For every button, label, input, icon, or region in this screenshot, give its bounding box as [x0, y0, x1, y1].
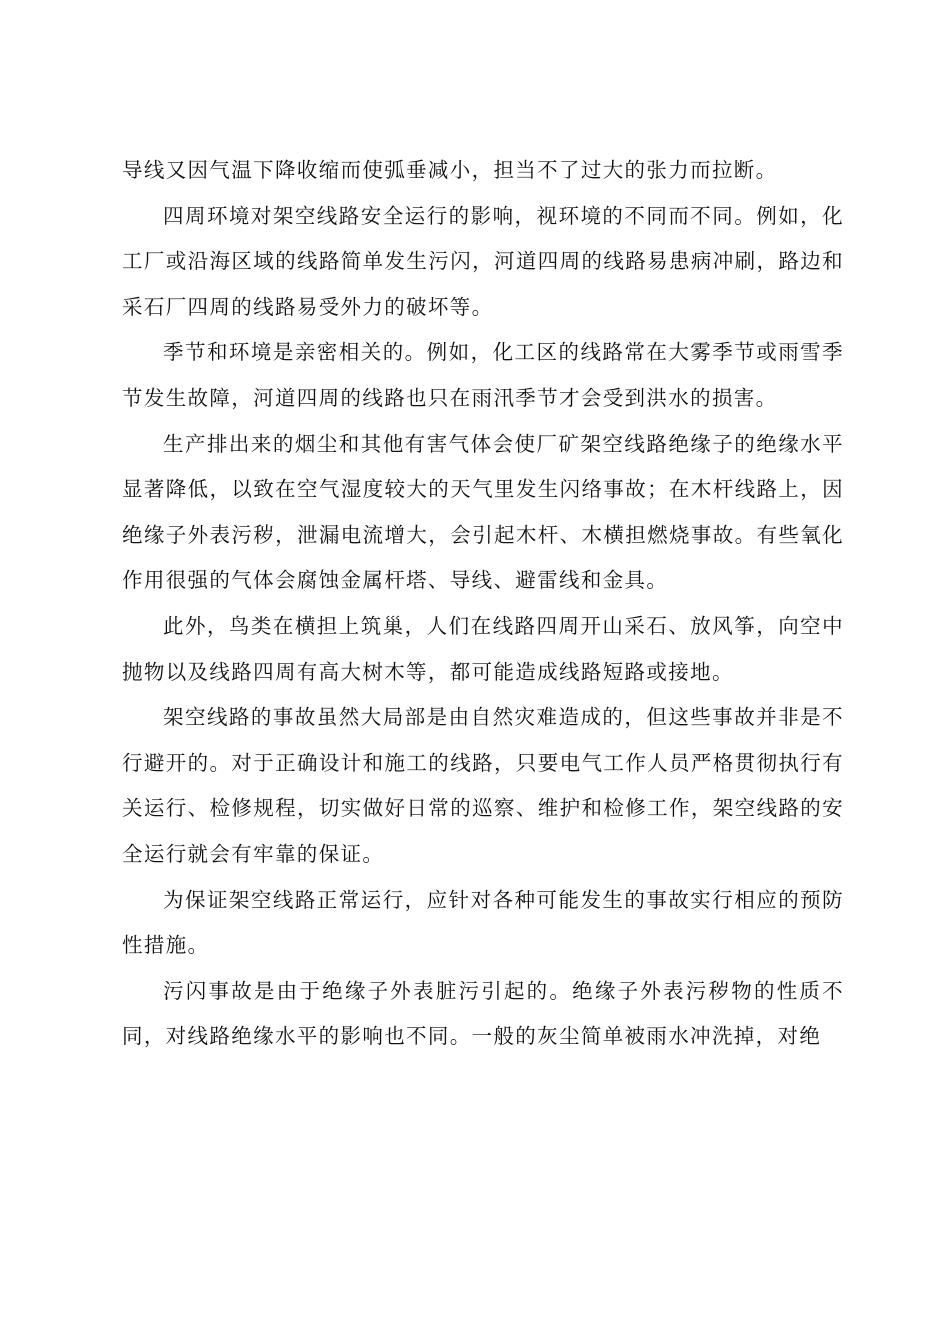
paragraph: 此外，鸟类在横担上筑巢，人们在线路四周开山采石、放风筝，向空中抛物以及线路四周有高大树木等，都可能造成线路短路或接地。	[122, 613, 844, 684]
paragraph: 季节和环境是亲密相关的。例如，化工区的线路常在大雾季节或雨雪季节发生故障，河道四周的线路也只在雨汛季节才会受到洪水的损害。	[122, 340, 844, 410]
paragraph: 生产排出来的烟尘和其他有害气体会使厂矿架空线路绝缘子的绝缘水平显著降低，以致在空气湿度较大的天气里发生闪络事故；在木杆线路上，因绝缘子外表污秽，泄漏电流增大，会引起木杆、木横担燃烧事故。有些氧化作用很强的气体会腐蚀金属杆塔、导线、避雷线和金具。	[122, 431, 844, 593]
document-body	[122, 148, 844, 1060]
paragraph: 导线又因气温下降收缩而使弧垂减小，担当不了过大的张力而拉断。	[122, 158, 778, 182]
paragraph: 四周环境对架空线路安全运行的影响，视环境的不同而不同。例如，化工厂或沿海区域的线路简单发生污闪，河道四周的线路易患病冲刷，路边和采石厂四周的线路易受外力的破坏等。	[122, 203, 844, 319]
paragraph: 为保证架空线路正常运行，应针对各种可能发生的事故实行相应的预防性措施。	[122, 887, 844, 958]
paragraph: 污闪事故是由于绝缘子外表脏污引起的。绝缘子外表污秽物的性质不同，对线路绝缘水平的影响也不同。一般的灰尘简单被雨水冲洗掉，对绝	[122, 978, 844, 1049]
paragraph: 架空线路的事故虽然大局部是由自然灾难造成的，但这些事故并非是不行避开的。对于正确设计和施工的线路，只要电气工作人员严格贯彻执行有关运行、检修规程，切实做好日常的巡察、维护和检修工作，架空线路的安全运行就会有牢靠的保证。	[122, 705, 844, 866]
